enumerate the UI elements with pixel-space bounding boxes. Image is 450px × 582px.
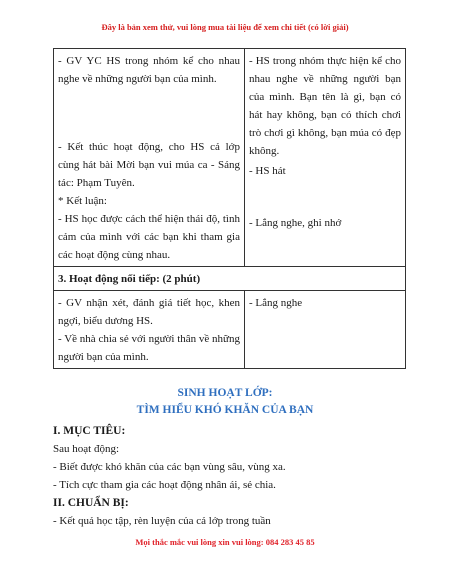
student-activity-cell: [245, 49, 406, 267]
paragraph: - HS học được cách thể hiện thái độ, tình cảm của mình với các bạn khi tham gia các hoạt động cùng nhau.: [58, 213, 240, 261]
activity-heading: 3. Hoạt động nối tiếp: (2 phút): [54, 267, 406, 291]
list-item: - Kết quả học tập, rèn luyện của cả lớp trong tuần: [53, 515, 271, 527]
paragraph: - Kết thúc hoạt động, cho HS cả lớp cùng hát bài Mời bạn vui múa ca - Sáng tác: Phạm Tuyên.: [58, 141, 240, 189]
list-item: - Tích cực tham gia các hoạt động nhân ái, sẻ chia.: [53, 479, 276, 491]
list-item: - Biết được khó khăn của các bạn vùng sâu, vùng xa.: [53, 461, 286, 473]
heading-objectives: I. MỤC TIÊU:: [53, 425, 126, 437]
section-subtitle: TÌM HIỂU KHÓ KHĂN CỦA BẠN: [136, 404, 314, 416]
section-title: SINH HOẠT LỚP:: [177, 387, 273, 399]
table-row: [54, 49, 406, 267]
section-body: [53, 422, 413, 530]
heading-preparation: II. CHUẨN BỊ:: [53, 497, 129, 509]
paragraph: - GV YC HS trong nhóm kể cho nhau nghe về những người bạn của mình.: [58, 55, 240, 85]
student-activity-cell: [245, 291, 406, 369]
lesson-table: [53, 48, 406, 369]
paragraph: - HS hát: [249, 165, 286, 177]
paragraph: - Lắng nghe, ghi nhớ: [249, 217, 342, 229]
paragraph: - GV nhận xét, đánh giá tiết học, khen ngợi, biểu dương HS.: [58, 297, 240, 327]
paragraph: - Về nhà chia sẻ với người thân về những người bạn của mình.: [58, 333, 240, 363]
paragraph: Sau hoạt động:: [53, 443, 119, 455]
teacher-activity-cell: [54, 49, 245, 267]
table-row: [54, 291, 406, 369]
preview-banner: Đây là bản xem thử, vui lòng mua tài liệu để xem chi tiết (có lời giải): [101, 22, 349, 32]
paragraph: - HS trong nhóm thực hiện kể cho nhau nghe về những người bạn của mình. Bạn tên là gì, bạn có hát hay không, bạn có thích chơi trò chơi gì không, bạn múa có đẹp không.: [249, 55, 401, 157]
paragraph: - Lắng nghe: [249, 297, 303, 309]
contact-banner: Mọi thắc mắc vui lòng xin vui lòng: 084 283 45 85: [135, 537, 315, 547]
paragraph: * Kết luận:: [58, 195, 107, 207]
teacher-activity-cell: [54, 291, 245, 369]
table-row: [54, 267, 406, 291]
